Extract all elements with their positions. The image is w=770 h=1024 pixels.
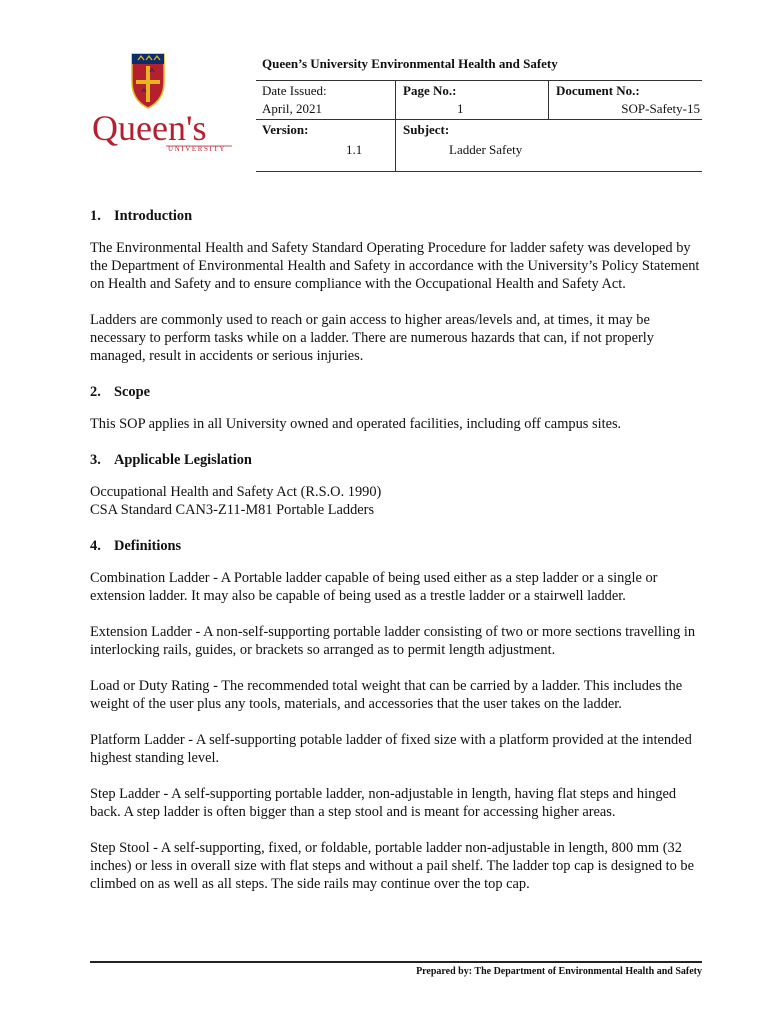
page-number-label: Page No.:: [403, 83, 457, 98]
header-divider: [395, 80, 396, 171]
date-issued-cell: [262, 82, 327, 118]
header-divider: [548, 80, 549, 119]
subject-cell: [403, 121, 522, 159]
footer-text: Prepared by: The Department of Environmental Health and Safety: [416, 966, 702, 977]
document-number-value: SOP-Safety-15: [621, 101, 700, 116]
subject-label: Subject:: [403, 122, 450, 137]
legislation-item: Occupational Health and Safety Act (R.S.O. 1990): [90, 484, 382, 500]
section-heading-introduction: 1. Introduction: [90, 208, 193, 224]
header-bottom-rule: [256, 171, 702, 172]
definition: Load or Duty Rating - The recommended total weight that can be carried by a ladder. This includes the weight of the user plus any tools, materials, and accessories that the user takes on the ladder.: [90, 678, 683, 712]
date-issued-label: Date Issued:: [262, 83, 327, 98]
subject-value: Ladder Safety: [449, 142, 523, 157]
version-label: Version:: [262, 122, 309, 137]
header-mid-rule: [256, 119, 702, 120]
version-value: 1.1: [346, 142, 363, 157]
paragraph: The Environmental Health and Safety Standard Operating Procedure for ladder safety was developed by the Department of Environmental Health and Safety in accordance with the University’s Policy Statement on Health and Safety and to ensure compliance with the Occupational Health and Safety Act.: [90, 240, 700, 292]
document-number-cell: [556, 82, 702, 118]
definition: Platform Ladder - A self-supporting potable ladder of fixed size with a platform provided at the intended highest standing level.: [90, 732, 692, 766]
definition: Step Stool - A self-supporting, fixed, or foldable, portable ladder non-adjustable in length, 800 mm (32 inches) or less in overall size with flat steps and without a pail shelf. The ladder top cap is designed to be climbed on as well as all steps. The side rails may continue over the top cap.: [90, 840, 694, 892]
header-top-rule: [256, 80, 702, 81]
definition: Combination Ladder - A Portable ladder capable of being used either as a step ladder or a single or extension ladder. It may also be capable of being used as a trestle ladder or a stairwell ladder.: [90, 570, 658, 604]
svg-text:Queen's: Queen's: [92, 108, 207, 148]
definition: Extension Ladder - A non-self-supporting portable ladder consisting of two or more sections travelling in interlocking rails, guides, or brackets so arranged as to permit length adjustment.: [90, 624, 696, 658]
paragraph: This SOP applies in all University owned and operated facilities, including off campus sites.: [90, 416, 622, 432]
section-heading-definitions: 4. Definitions: [90, 538, 182, 554]
page-number-cell: [403, 82, 538, 118]
page-number-value: 1: [457, 101, 464, 116]
queens-university-logo: [92, 52, 242, 152]
legislation-item: CSA Standard CAN3-Z11-M81 Portable Ladders: [90, 502, 375, 518]
document-number-label: Document No.:: [556, 83, 640, 98]
legislation-list: [90, 483, 702, 519]
svg-text:UNIVERSITY: UNIVERSITY: [168, 145, 226, 152]
date-issued-value: April, 2021: [262, 101, 322, 116]
document-body: [90, 207, 702, 911]
crest-icon: [92, 52, 242, 152]
organization-title: Queen’s University Environmental Health and Safety: [262, 56, 558, 71]
definition: Step Ladder - A self-supporting portable ladder, non-adjustable in length, having flat steps and hinged back. A step ladder is often bigger than a step stool and is meant for accessing higher areas.: [90, 786, 677, 820]
paragraph: Ladders are commonly used to reach or gain access to higher areas/levels and, at times, it may be necessary to perform tasks while on a ladder. There are numerous hazards that can, if not properly managed, result in accidents or serious injuries.: [90, 312, 654, 364]
footer-rule: [90, 961, 702, 963]
section-heading-scope: 2. Scope: [90, 384, 150, 400]
section-heading-legislation: 3. Applicable Legislation: [90, 452, 252, 468]
version-cell: [262, 121, 387, 159]
